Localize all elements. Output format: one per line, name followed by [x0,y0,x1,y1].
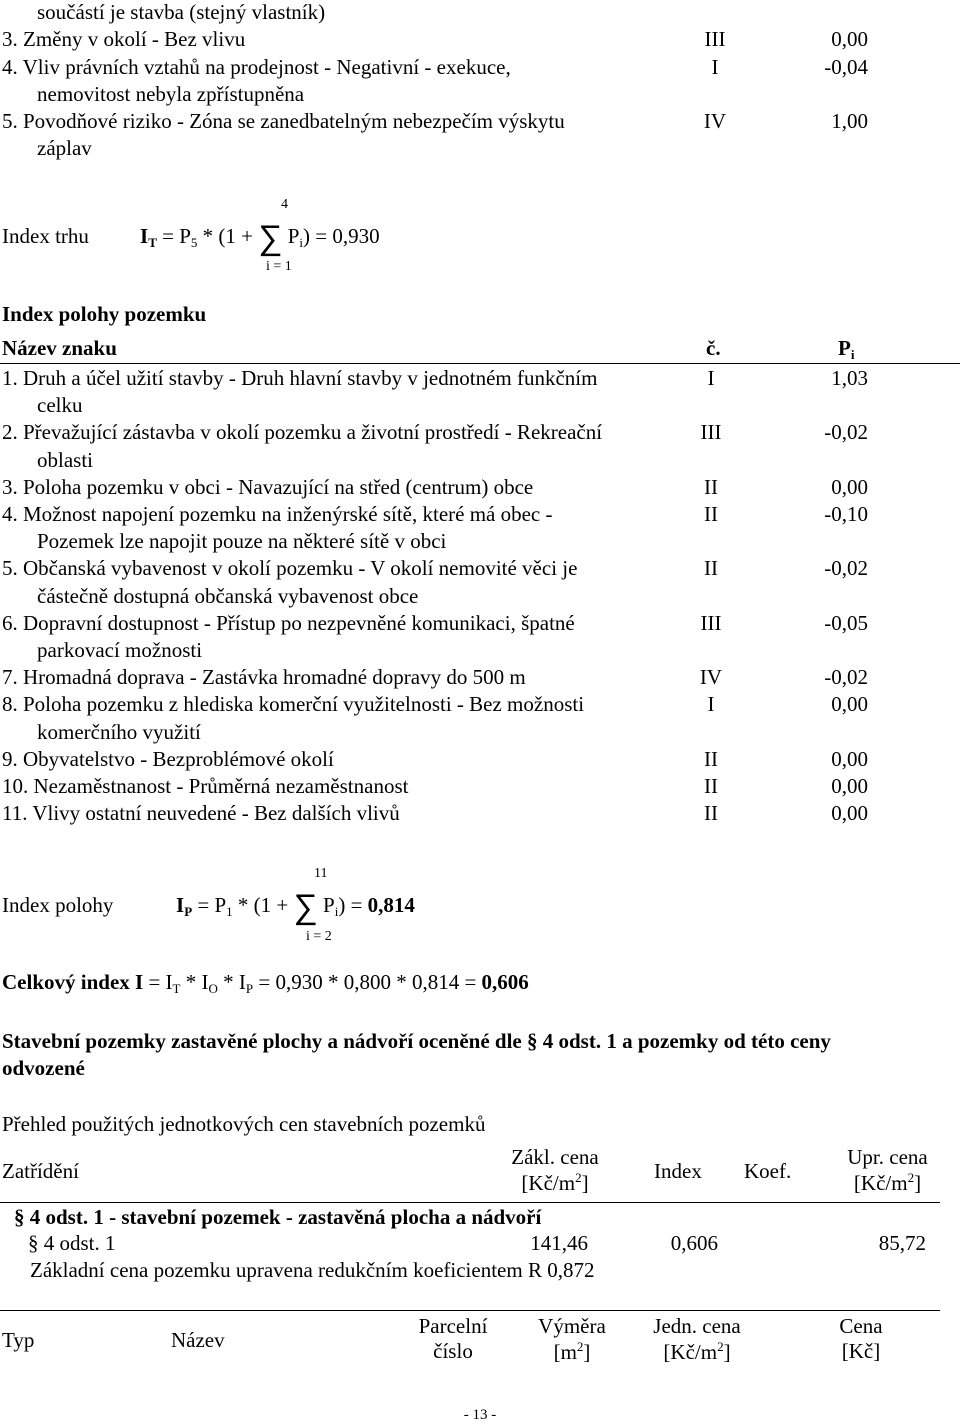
sum-upper-limit: 4 [281,197,288,212]
polohy-row-text: 3. Poloha pozemku v obci - Navazující na střed (centrum) obce [2,474,534,499]
polohy-row-value: -0,05 [824,610,868,635]
col-parcelni-cislo: Parcelní číslo [418,1314,488,1364]
polohy-row-text: 2. Převažující zástavba v okolí pozemku a životní prostředí - Rekreační [2,420,603,445]
polohy-row-value: 0,00 [831,692,868,717]
polohy-row-class: IV [699,665,723,690]
col-cislo: č. [706,336,721,360]
index-polohy-label: Index polohy [2,893,114,917]
polohy-row-class: I [707,366,715,390]
index-polohy-formula: $I_P = P_1 * (1$ + ∑ $P_i) = 0,814$ [176,887,415,927]
stavebni-heading-line1: Stavební pozemky zastavěné plochy a nádvoří oceněné dle § 4 odst. 1 a pozemky od této ceny [2,1029,831,1053]
col-vymera: Výměra $[m^2]$ [538,1314,606,1365]
divider [0,1202,940,1203]
polohy-row-text-cont: komerčního využití [37,719,201,744]
polohy-row-value: 0,00 [831,774,868,798]
col-upr-cena: Upr. cena $[Kč/m^2]$ [847,1145,928,1196]
sum-lower-limit: i = 2 [306,929,332,944]
divider [0,363,960,364]
prehled-row-index: 0,606 [670,1231,718,1255]
top-item-text: nemovitost nebyla zpřístupněna [37,82,305,106]
prehled-title: Přehled použitých jednotkových cen stavebních pozemků [2,1112,486,1136]
polohy-row-class: II [704,801,718,826]
divider [0,1310,940,1311]
top-item-value: 0,00 [831,27,868,51]
index-trhu-formula: $I_T = P_5 * (1$ + ∑ $P_i) = 0,930$ [140,218,380,258]
polohy-row-class: II [704,556,718,581]
page-number: - 13 - [463,1407,497,1423]
col-typ: Typ [2,1328,35,1352]
top-item-text: 4. Vliv právních vztahů na prodejnost - Negativní - exekuce, [2,55,511,79]
polohy-row-class: II [704,502,718,526]
top-item-value: 1,00 [831,109,868,133]
polohy-row-text: 7. Hromadná doprava - Zastávka hromadné dopravy do 500 m [2,665,526,690]
polohy-row-value: 1,03 [831,366,868,390]
polohy-row-text: 11. Vlivy ostatní neuvedené - Bez dalších vlivů [2,801,400,826]
prehled-group: § 4 odst. 1 - stavební pozemek - zastavěná plocha a nádvoří [14,1205,542,1229]
polohy-row-class: III [700,420,722,445]
polohy-row-value: 0,00 [831,801,868,826]
polohy-row-class: I [707,692,715,717]
polohy-row-text: 6. Dopravní dostupnost - Přístup po nezpevněné komunikaci, špatné [2,610,575,635]
polohy-row-value: -0,02 [824,556,868,581]
top-item-class: I [711,55,719,79]
polohy-row-text: 8. Poloha pozemku z hlediska komerční využitelnosti - Bez možnosti [2,692,585,717]
col-nazev-znaku: Název znaku [2,336,117,360]
polohy-row-text: 9. Obyvatelstvo - Bezproblémové okolí [2,746,334,771]
top-item-text: záplav [37,136,92,160]
top-item-text: součástí je stavba (stejný vlastník) [37,0,326,24]
sigma-icon: ∑ [293,887,318,927]
prehled-note: Základní cena pozemku upravena redukčním koeficientem R 0,872 [30,1258,595,1282]
polohy-row-text: 4. Možnost napojení pozemku na inženýrské sítě, které má obec - [2,502,553,526]
polohy-row-text: 10. Nezaměstnanost - Průměrná nezaměstnanost [2,774,409,798]
sum-lower-limit: i = 1 [266,259,292,274]
polohy-row-text-cont: oblasti [37,447,93,472]
polohy-row-class: II [704,746,718,771]
top-item-class: III [704,27,726,51]
polohy-row-text: 1. Druh a účel užití stavby - Druh hlavní stavby v jednotném funkčním [2,366,598,390]
polohy-row-value: 0,00 [831,474,868,499]
stavebni-heading-line2: odvozené [2,1056,85,1080]
top-item-text: 3. Změny v okolí - Bez vlivu [2,27,246,51]
polohy-row-text-cont: Pozemek lze napojit pouze na některé sítě v obci [37,529,447,554]
col-zakl-cena: Zákl. cena $[Kč/m^2]$ [511,1145,599,1196]
sigma-icon: ∑ [258,218,283,258]
polohy-row-value: -0,02 [824,665,868,690]
polohy-row-text-cont: parkovací možnosti [37,638,203,662]
col-nazev: Název [171,1328,225,1352]
polohy-heading: Index polohy pozemku [2,302,207,326]
polohy-row-text: 5. Občanská vybavenost v okolí pozemku - V okolí nemovité věci je [2,556,578,581]
prehled-row-zakl: 141,46 [530,1231,588,1255]
polohy-row-class: III [700,610,722,635]
polohy-row-class: II [704,774,718,798]
col-index: Index [654,1159,702,1183]
prehled-row-upr: 85,72 [878,1231,926,1255]
top-item-value: -0,04 [824,55,868,79]
col-zatrideni: Zatřídění [2,1159,79,1183]
sum-upper-limit: 11 [314,866,328,881]
top-item-text: 5. Povodňové riziko - Zóna se zanedbatelným nebezpečím výskytu [2,109,565,133]
col-jedn-cena: Jedn. cena $[Kč/m^2]$ [653,1314,741,1365]
col-cena: Cena [Kč] [839,1314,883,1364]
col-pi: $P_i$ [838,336,855,362]
polohy-row-value: -0,02 [824,420,868,445]
col-koef: Koef. [744,1159,792,1183]
polohy-row-value: 0,00 [831,746,868,771]
index-trhu-label: Index trhu [2,224,89,248]
celkovy-index: Celkový index $I = I_T * I_O * I_P = 0,930 * 0,800 * 0,814 = 0,606$ [2,970,529,996]
polohy-row-class: II [704,474,718,499]
top-item-class: IV [703,109,727,133]
polohy-row-value: -0,10 [824,502,868,526]
polohy-row-text-cont: celku [37,393,83,418]
prehled-row-label: § 4 odst. 1 [28,1231,116,1255]
polohy-row-text-cont: částečně dostupná občanská vybavenost obce [37,583,419,608]
